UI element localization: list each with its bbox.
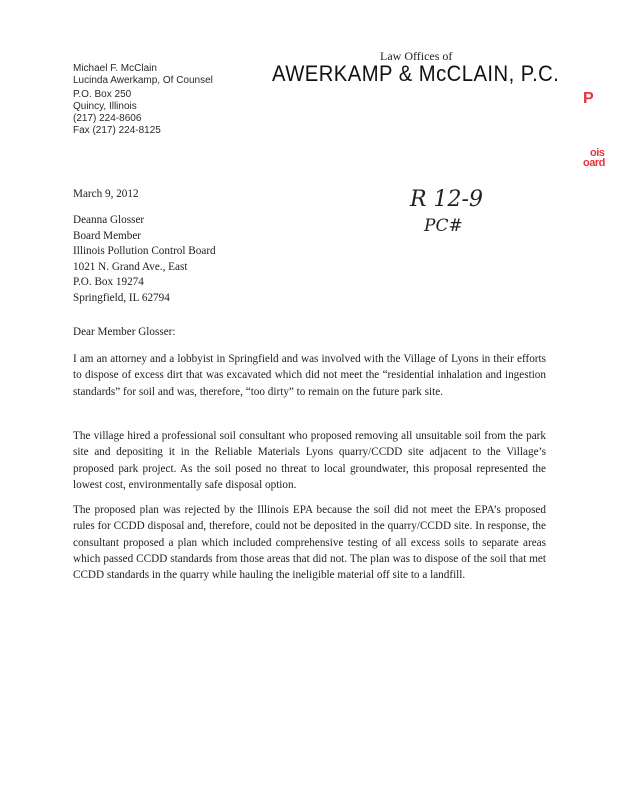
body-paragraph: The proposed plan was rejected by the Illinois EPA because the soil did not meet the EPA’s proposed rules for CCDD disposal and, therefore, could not be deposited in the quarry/CCDD site. In response, the consultant proposed a plan which included comprehensive testing of all excess soils to separate areas which passed CCDD standards from those areas that did not. The plan was to dispose of the soil that met CCDD standards in the quarry while hauling the ineligible material off site to a landfill. xyxy=(73,504,546,582)
contact-line: P.O. Box 250 xyxy=(73,89,132,100)
body-paragraph: The village hired a professional soil consultant who proposed removing all unsuitable soil from the park site and depositing it in the Reliable Materials Lyons quarry/CCDD site adjacent to the Village’s proposed park project. As the soil posed no threat to local groundwater, this proposal represented the lowest cost, environmentally safe disposal option. xyxy=(73,430,546,491)
contact-line: (217) 224-8606 xyxy=(73,113,142,124)
contact-line: Fax (217) 224-8125 xyxy=(73,125,161,136)
recipient-address xyxy=(73,213,216,306)
contact-line: Quincy, Illinois xyxy=(73,101,137,112)
recipient-line: Board Member xyxy=(73,229,142,242)
recipient-line: Illinois Pollution Control Board xyxy=(73,245,216,257)
recipient-line: Springfield, IL 62794 xyxy=(73,291,170,304)
firm-prefix: Law Offices of xyxy=(380,49,453,63)
recipient-line: 1021 N. Grand Ave., East xyxy=(73,260,188,273)
handwritten-pc-number: PC# xyxy=(424,216,463,236)
attorney-names xyxy=(73,63,213,87)
recipient-line: P.O. Box 19274 xyxy=(73,276,144,288)
stamp-fragment: ois xyxy=(590,147,605,159)
salutation: Dear Member Glosser: xyxy=(73,326,176,338)
stamp-fragment: P xyxy=(583,90,594,107)
stamp-fragment: oard xyxy=(583,157,605,169)
recipient-line: Deanna Glosser xyxy=(73,214,145,226)
letter-date: March 9, 2012 xyxy=(73,188,139,200)
body-paragraph: I am an attorney and a lobbyist in Springfield and was involved with the Village of Lyons in their efforts to dispose of excess dirt that was excavated which did not meet the “residential inhalation and ingestion standards” for soil and was, therefore, “too dirty” to remain on the future park site. xyxy=(73,353,546,398)
handwritten-rule-number: R 12-9 xyxy=(410,187,483,212)
firm-contact xyxy=(73,89,161,137)
attorney-name: Michael F. McClain xyxy=(73,63,157,74)
attorney-name: Lucinda Awerkamp, Of Counsel xyxy=(73,75,213,86)
firm-name: AWERKAMP & McCLAIN, P.C. xyxy=(272,61,560,86)
